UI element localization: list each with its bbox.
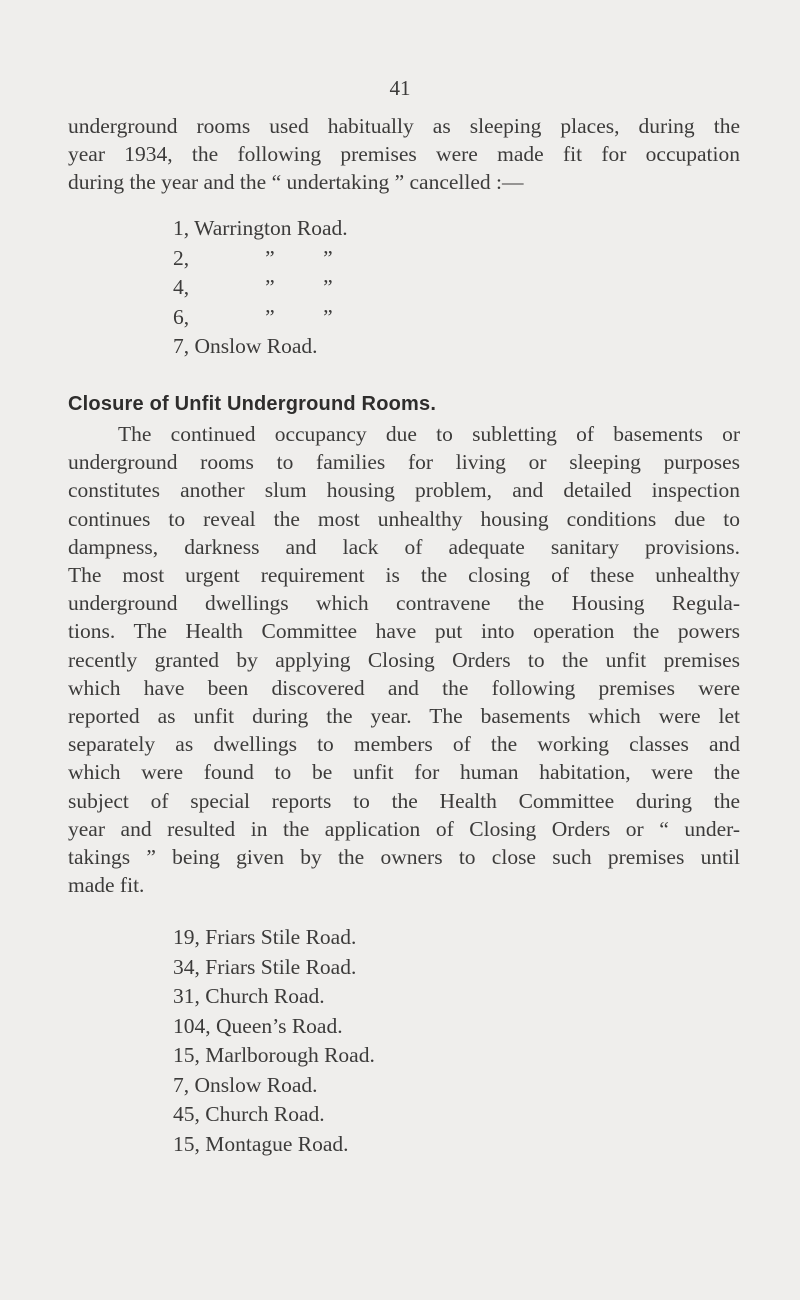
ditto-mark: ” bbox=[323, 275, 333, 299]
body-line: The most urgent requirement is the closing of these unhealthy bbox=[68, 563, 740, 588]
body-line: separately as dwellings to members of the working classes and bbox=[68, 732, 740, 757]
list-item-number: 1, bbox=[173, 216, 190, 240]
list-item bbox=[173, 273, 348, 303]
body-line: tions. The Health Committee have put into operation the powers bbox=[68, 619, 740, 644]
list-item bbox=[173, 303, 348, 333]
ditto-mark: ” bbox=[323, 304, 333, 329]
list-item bbox=[173, 214, 348, 244]
body-line: reported as unfit during the year. The basements which were let bbox=[68, 704, 740, 729]
premises-list-unfit bbox=[173, 923, 375, 1159]
list-item: 15, Marlborough Road. bbox=[173, 1043, 375, 1067]
intro-line: underground rooms used habitually as sleeping places, during the bbox=[68, 114, 740, 138]
list-item-name: Onslow Road. bbox=[194, 334, 318, 358]
body-line: constitutes another slum housing problem, and detailed inspection bbox=[68, 478, 740, 503]
body-line: subject of special reports to the Health Committee during the bbox=[68, 788, 740, 813]
list-item: 34, Friars Stile Road. bbox=[173, 954, 357, 979]
body-paragraph bbox=[68, 420, 740, 899]
body-line: year and resulted in the application of Closing Orders or “ under- bbox=[68, 816, 740, 841]
list-item: 15, Montague Road. bbox=[173, 1131, 349, 1156]
page-number: 41 bbox=[389, 76, 411, 100]
list-item-name: Warrington Road. bbox=[194, 216, 348, 240]
body-line: underground rooms to families for living or sleeping purposes bbox=[68, 450, 740, 475]
list-item-number: 6, bbox=[173, 304, 190, 329]
body-line: The continued occupancy due to subletting of basements or bbox=[118, 422, 740, 446]
body-line: underground dwellings which contravene the Housing Regula- bbox=[68, 591, 740, 616]
intro-paragraph bbox=[68, 112, 740, 197]
intro-line: during the year and the “ undertaking ” cancelled :— bbox=[68, 170, 524, 195]
body-line: continues to reveal the most unhealthy housing conditions due to bbox=[68, 506, 740, 531]
list-item-number: 4, bbox=[173, 275, 190, 299]
list-item: 45, Church Road. bbox=[173, 1102, 325, 1126]
ditto-mark: ” bbox=[323, 245, 333, 270]
premises-list-cancelled bbox=[173, 214, 348, 362]
list-item: 19, Friars Stile Road. bbox=[173, 925, 357, 949]
ditto-mark: ” bbox=[265, 275, 275, 299]
section-heading: Closure of Unfit Underground Rooms. bbox=[68, 393, 437, 415]
ditto-mark: ” bbox=[265, 245, 275, 270]
body-line: takings ” being given by the owners to close such premises until bbox=[68, 845, 740, 870]
list-item-number: 7, bbox=[173, 334, 190, 358]
body-line: which have been discovered and the following premises were bbox=[68, 675, 740, 700]
list-item-number: 2, bbox=[173, 245, 190, 270]
body-line: recently granted by applying Closing Orders to the unfit premises bbox=[68, 647, 740, 672]
list-item: 104, Queen’s Road. bbox=[173, 1013, 343, 1038]
intro-line: year 1934, the following premises were made fit for occupation bbox=[68, 142, 740, 167]
list-item bbox=[173, 332, 348, 362]
body-line: made fit. bbox=[68, 873, 145, 898]
list-item: 31, Church Road. bbox=[173, 984, 325, 1008]
body-line: dampness, darkness and lack of adequate sanitary provisions. bbox=[68, 534, 740, 559]
list-item: 7, Onslow Road. bbox=[173, 1072, 318, 1097]
ditto-mark: ” bbox=[265, 304, 275, 329]
body-line: which were found to be unfit for human habitation, were the bbox=[68, 760, 740, 785]
list-item bbox=[173, 244, 348, 274]
